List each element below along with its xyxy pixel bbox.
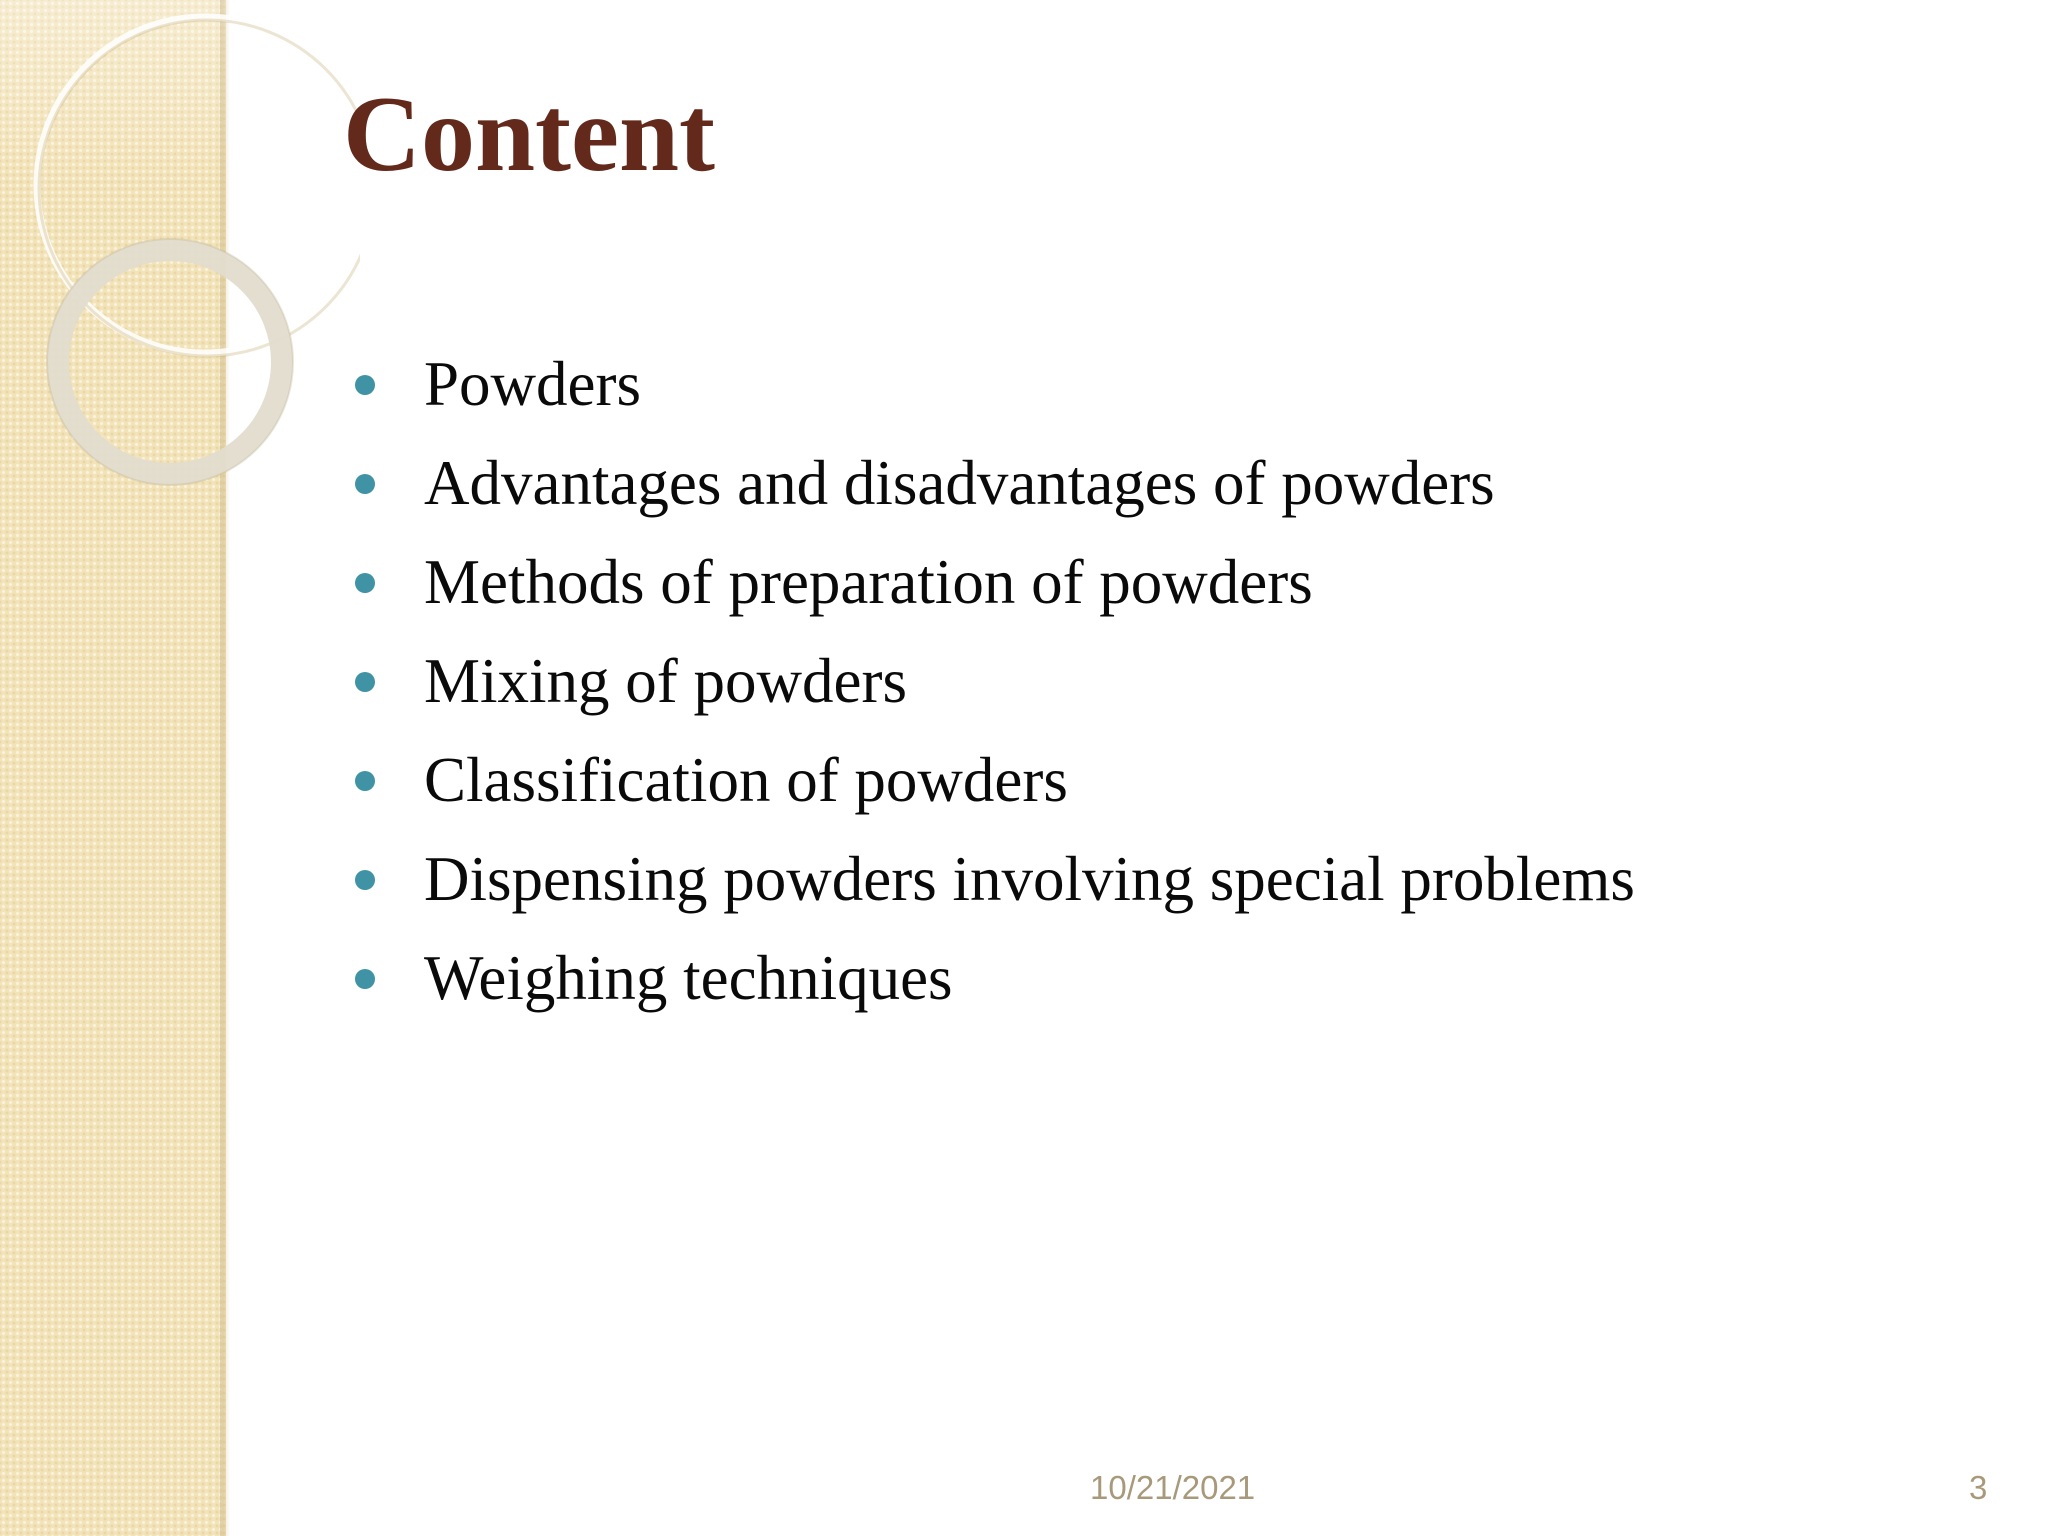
list-item xyxy=(355,632,1635,731)
list-item-label: Advantages and disadvantages of powders xyxy=(424,448,1495,518)
page-number: 3 xyxy=(1969,1469,1988,1506)
list-item-label: Classification of powders xyxy=(424,745,1068,815)
small-ring xyxy=(58,250,282,474)
list-item xyxy=(355,533,1635,632)
content-list xyxy=(355,335,1635,1028)
list-item-label: Mixing of powders xyxy=(424,646,907,716)
list-item xyxy=(355,434,1635,533)
list-item-label: Powders xyxy=(424,349,641,419)
bullet-icon xyxy=(355,375,375,395)
footer-date: 10/21/2021 xyxy=(1090,1469,1256,1506)
list-item xyxy=(355,731,1635,830)
list-item-label: Dispensing powders involving special problems xyxy=(424,844,1635,914)
list-item-label: Weighing techniques xyxy=(424,943,953,1013)
bullet-icon xyxy=(355,474,375,494)
bullet-icon xyxy=(355,672,375,692)
large-ring-shadow xyxy=(39,20,360,356)
list-item-label: Methods of preparation of powders xyxy=(424,547,1313,617)
bullet-icon xyxy=(355,870,375,890)
bullet-icon xyxy=(355,969,375,989)
list-item xyxy=(355,830,1635,929)
list-item xyxy=(355,929,1635,1028)
bullet-icon xyxy=(355,771,375,791)
bullet-icon xyxy=(355,573,375,593)
decorative-rings xyxy=(0,0,360,520)
slide-title: Content xyxy=(343,75,715,194)
list-item xyxy=(355,335,1635,434)
